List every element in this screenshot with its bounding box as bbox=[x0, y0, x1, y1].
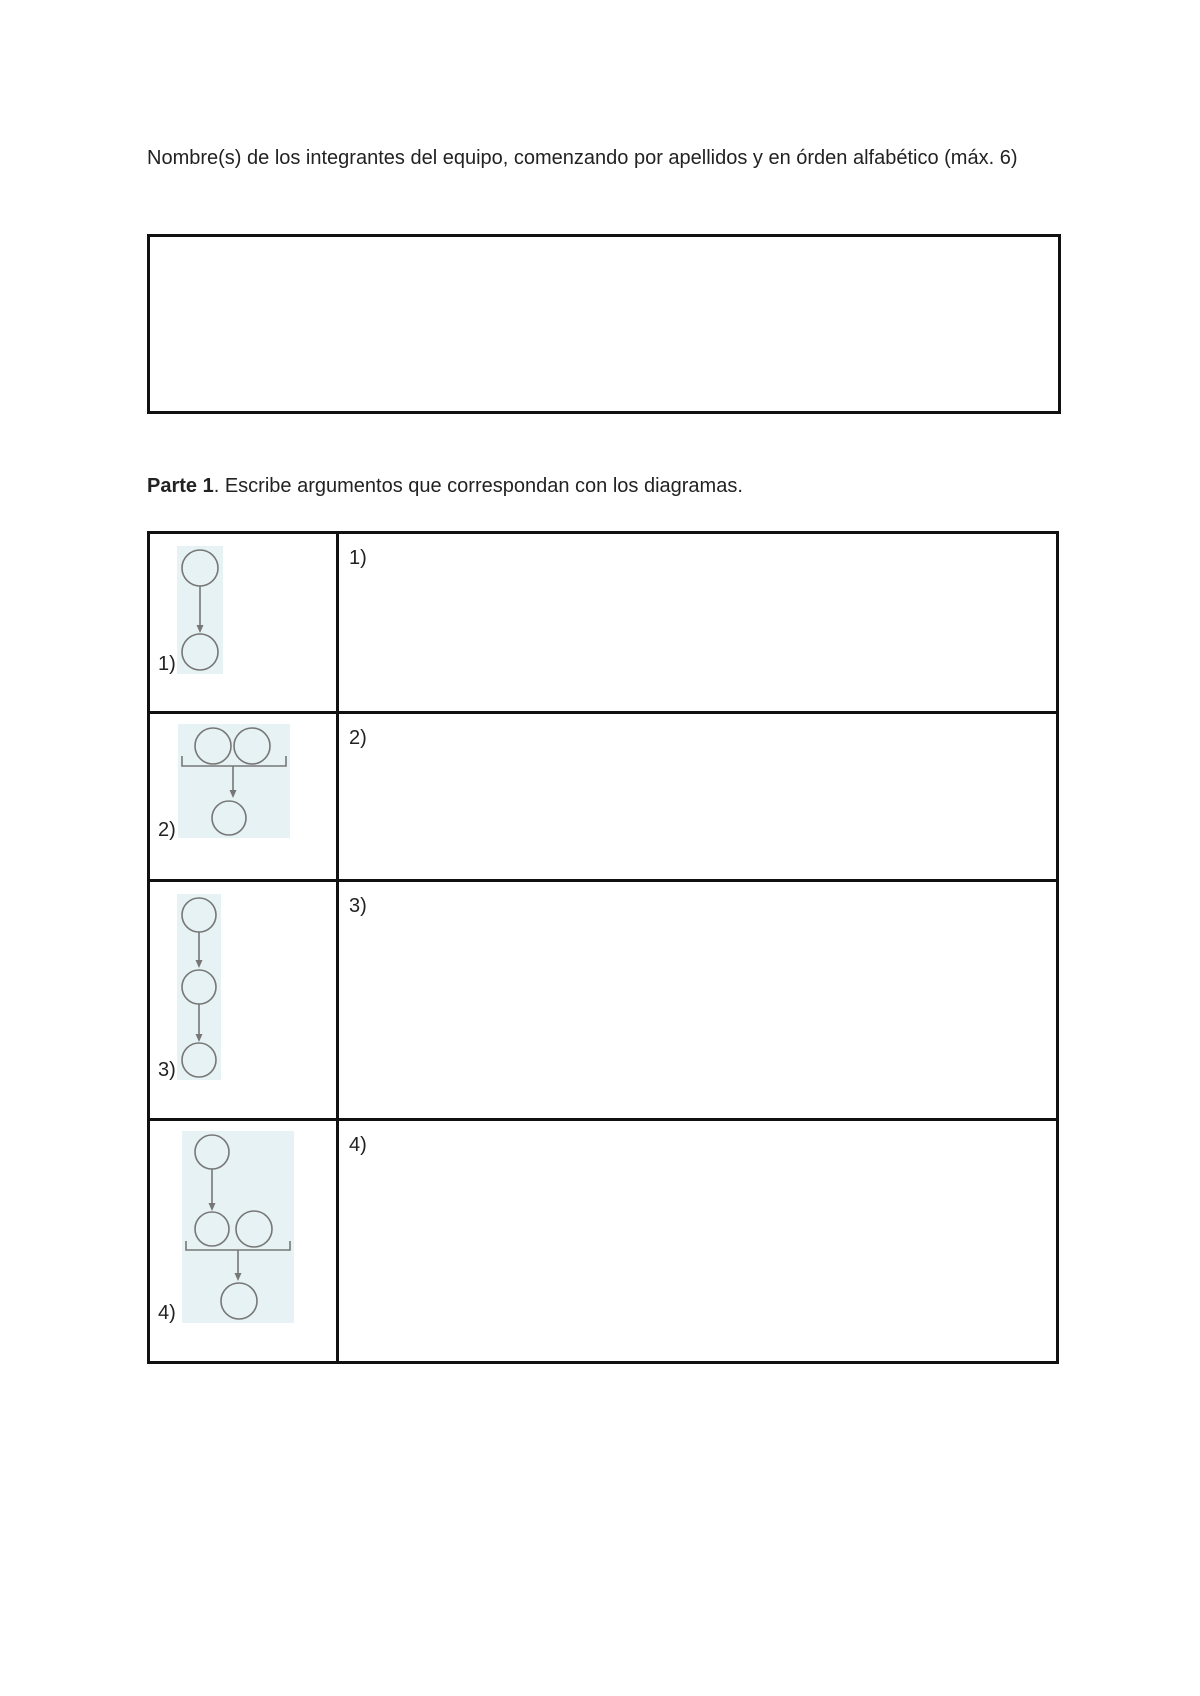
diagram-argument-table bbox=[147, 531, 1059, 1364]
answer-cell-2[interactable] bbox=[338, 713, 1058, 881]
argument-diagram-3-graphic bbox=[177, 894, 221, 1080]
diagram-cell-3 bbox=[149, 881, 338, 1120]
conclusion-node bbox=[212, 801, 246, 835]
arrowhead bbox=[196, 1034, 203, 1042]
premise-node bbox=[195, 1135, 229, 1169]
answer-cell-4[interactable] bbox=[338, 1120, 1058, 1363]
arrowhead bbox=[196, 960, 203, 968]
diagram-cell-2 bbox=[149, 713, 338, 881]
answer-label-2: 2) bbox=[349, 727, 367, 749]
diagram-label-2: 2) bbox=[158, 819, 176, 841]
table-row-2 bbox=[149, 713, 1058, 881]
argument-diagram-3 bbox=[177, 894, 221, 1080]
table-row-1 bbox=[149, 533, 1058, 713]
diagram-label-4: 4) bbox=[158, 1302, 176, 1324]
premise-node bbox=[236, 1211, 272, 1247]
conclusion-node bbox=[221, 1283, 257, 1319]
argument-diagram-4-graphic bbox=[182, 1131, 294, 1323]
arrowhead bbox=[235, 1273, 242, 1281]
diagram-cell-1 bbox=[149, 533, 338, 713]
arrowhead bbox=[230, 790, 237, 798]
premise-node bbox=[182, 550, 218, 586]
part-1-heading-instruction: . Escribe argumentos que correspondan con los diagramas. bbox=[213, 475, 743, 497]
team-members-instruction: Nombre(s) de los integrantes del equipo, comenzando por apellidos y en órden alfabético (máx. 6) bbox=[147, 147, 1018, 169]
intermediate-node bbox=[182, 970, 216, 1004]
team-members-field[interactable] bbox=[147, 234, 1061, 414]
part-1-heading-bold: Parte 1 bbox=[147, 475, 214, 497]
conclusion-node bbox=[182, 634, 218, 670]
table-row-4 bbox=[149, 1120, 1058, 1363]
answer-label-1: 1) bbox=[349, 547, 367, 569]
answer-label-4: 4) bbox=[349, 1134, 367, 1156]
premise-node bbox=[182, 898, 216, 932]
answer-cell-1[interactable] bbox=[338, 533, 1058, 713]
premise-node bbox=[195, 728, 231, 764]
part-1-heading bbox=[147, 474, 743, 498]
argument-diagram-1 bbox=[177, 546, 223, 674]
argument-diagram-4 bbox=[182, 1131, 294, 1323]
argument-diagram-2-graphic bbox=[178, 724, 290, 838]
argument-diagram-2 bbox=[178, 724, 290, 838]
argument-diagram-1-graphic bbox=[177, 546, 223, 674]
table-row-3 bbox=[149, 881, 1058, 1120]
linked-bracket bbox=[182, 756, 286, 766]
arrowhead bbox=[197, 625, 204, 633]
answer-label-3: 3) bbox=[349, 895, 367, 917]
answer-cell-3[interactable] bbox=[338, 881, 1058, 1120]
intermediate-node bbox=[195, 1212, 229, 1246]
diagram-label-1: 1) bbox=[158, 653, 176, 675]
arrowhead bbox=[209, 1203, 216, 1211]
premise-node bbox=[234, 728, 270, 764]
diagram-cell-4 bbox=[149, 1120, 338, 1363]
diagram-label-3: 3) bbox=[158, 1059, 176, 1081]
conclusion-node bbox=[182, 1043, 216, 1077]
